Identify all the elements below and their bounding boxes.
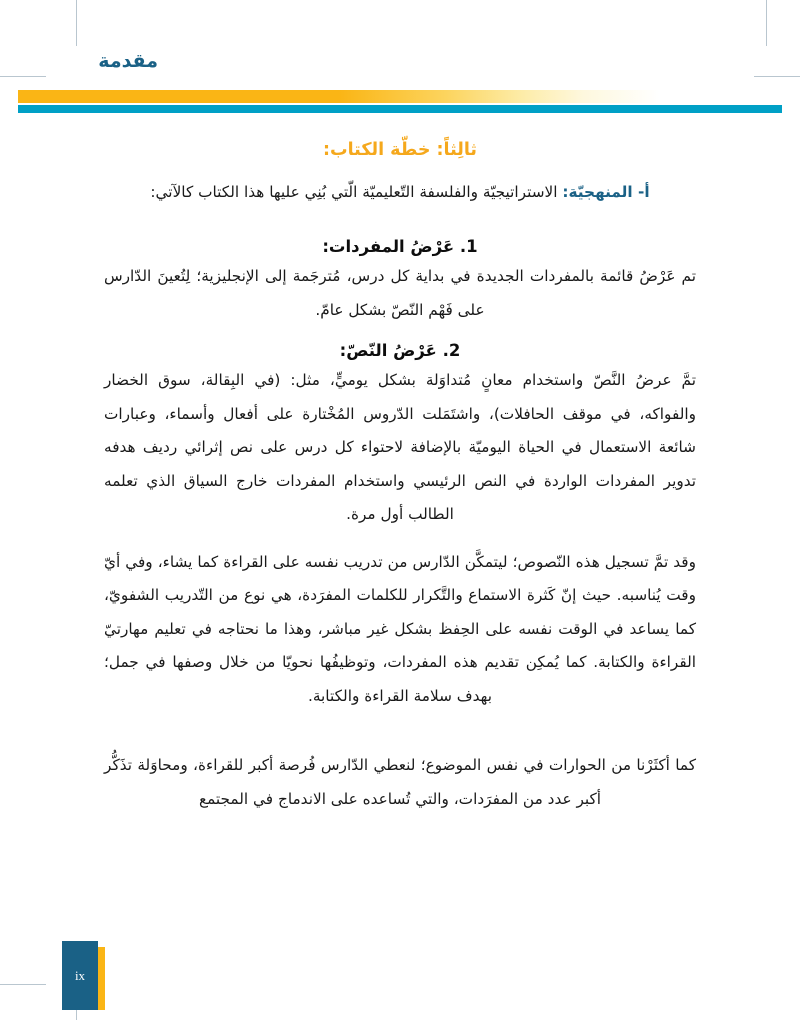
spacer (104, 211, 696, 223)
crop-mark-top-left-horizontal (0, 76, 46, 77)
running-head: مقدمة (98, 50, 158, 72)
page-title: ثالِثاً: خطّة الكتاب: (323, 140, 477, 160)
methodology-paragraph (104, 176, 696, 209)
methodology-text: الاستراتيجيّة والفلسفة التّعليميّة الّتي بُنِي عليها هذا الكتاب كالآتي: (150, 183, 558, 201)
crop-mark-bottom-left-horizontal (0, 984, 46, 985)
spacer (104, 727, 696, 749)
crop-mark-top-right-horizontal (754, 76, 800, 77)
item-body-text: تمَّ عرضُ النَّصّ واستخدام معانٍ مُتداوَلة بشكل يوميٍّ، مثل: (في البِقالة، سوق الخضار والفواكه، في موقف الحافلات)، واشتَمَلت الدّروس المُخْتارة على أفعال وأسماء، وعبارات شائعة الاستعمال في الحياة اليوميّة بالإضافة لاحتواء كل درس على نص إثرائي رديف هدفه تدوير المفردات الواردة في النص الرئيسي واستخدام المفردات خارج السياق الذي تعلمه الطالب أول مرة. (104, 371, 696, 523)
page-number-accent-bar (98, 947, 105, 1010)
header-rule-teal (18, 105, 782, 113)
body-content (104, 140, 696, 816)
methodology-label: أ- المنهجيّة: (562, 183, 650, 201)
crop-mark-top-left-vertical (76, 0, 77, 46)
paragraph-recordings: وقد تمَّ تسجيل هذه النّصوص؛ ليتمكَّن الدّارس من تدريب نفسه على القراءة كما يشاء، وفي أيّ وقت يُناسبه. حيث إنّ كَثرة الاستماع والتَّكرار للكلمات المفرَدة، هي نوع من التّدريب الشفويّ، كما يساعد في الوقت نفسه على الحِفظ بشكل غير مباشر، وهذا ما نحتاجه في تعليم مهارتيّ القراءة والكتابة. كما يُمكِن تقديم هذه المفردات، وتوظيفُها نحويّا من خلال وصفها في جمل؛ بهدف سلامة القراءة والكتابة. (104, 552, 696, 705)
item-heading-text: 2. عَرْضُ النّصّ: (339, 341, 461, 360)
crop-mark-top-right-vertical (766, 0, 767, 46)
item-heading-vocabulary: 1. عَرْضُ المفردات: (322, 237, 478, 256)
header-rule-orange (18, 90, 782, 103)
page-number: ix (74, 967, 86, 983)
paragraph-dialogues: كما أكثَرْنا من الحوارات في نفس الموضوع؛ لنعطي الدّارس فُرصة أكبر للقراءة، ومحاوَلة تذَكُّر أكبر عدد من المفرَدات، والتي تُساعده على الاندماج في المجتمع (104, 756, 696, 808)
item-body-vocabulary: تم عَرْضُ قائمة بالمفردات الجديدة في بداية كل درس، مُترجَمة إلى الإنجليزية؛ لِتُعينَ الدّارس على فَهْم النّصّ بشكل عامّ. (104, 267, 696, 319)
